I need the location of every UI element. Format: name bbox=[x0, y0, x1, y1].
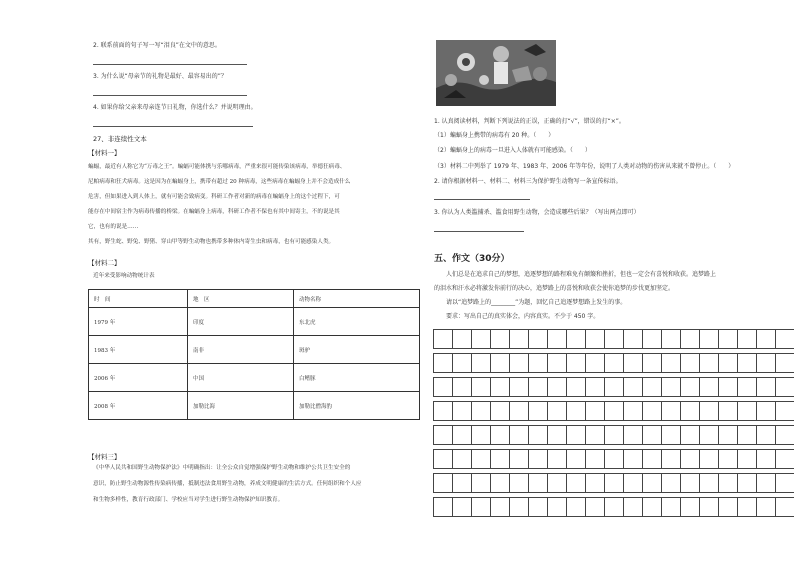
grid-cell[interactable] bbox=[452, 353, 472, 373]
grid-cell[interactable] bbox=[661, 425, 681, 445]
section-5-title: 五、作文（30分） bbox=[434, 254, 510, 264]
text-line: 和生物多样性，教育行政部门、学校应当对学生进行野生动物保护知识教育。 bbox=[93, 497, 284, 503]
grid-cell[interactable] bbox=[585, 353, 605, 373]
grid-cell[interactable] bbox=[604, 497, 624, 517]
header-cell: 地 区 bbox=[188, 290, 294, 308]
question-2: 2. 联系前面的句子写一写“泪良”在文中的意思。 bbox=[93, 42, 221, 49]
grid-cell[interactable] bbox=[756, 449, 776, 469]
grid-cell[interactable] bbox=[756, 497, 776, 517]
grid-cell[interactable] bbox=[566, 449, 586, 469]
grid-cell[interactable] bbox=[680, 377, 700, 397]
grid-cell[interactable] bbox=[699, 377, 719, 397]
grid-cell[interactable] bbox=[490, 497, 510, 517]
grid-cell[interactable] bbox=[471, 473, 491, 493]
text-line: 意识，防止野生动物源性传染病传播，抵制违法食用野生动物，养成文明健康的生活方式。任何组织和个人应 bbox=[93, 481, 362, 487]
grid-cell[interactable] bbox=[471, 353, 491, 373]
grid-cell[interactable] bbox=[452, 377, 472, 397]
grid-cell[interactable] bbox=[623, 449, 643, 469]
grid-cell[interactable] bbox=[699, 401, 719, 421]
grid-cell[interactable] bbox=[490, 473, 510, 493]
grid-cell[interactable] bbox=[737, 473, 757, 493]
prompt-line: 要求：写出自己的真实体会，内容真实。不少于 450 字。 bbox=[434, 313, 600, 320]
grid-cell[interactable] bbox=[623, 401, 643, 421]
essay-writing-grid[interactable] bbox=[429, 329, 794, 522]
grid-cell[interactable] bbox=[509, 329, 529, 349]
grid-cell[interactable] bbox=[775, 425, 794, 445]
table-cell: 斑驴 bbox=[294, 336, 420, 364]
grid-cell[interactable] bbox=[623, 329, 643, 349]
table-cell: 白鳍豚 bbox=[294, 364, 420, 392]
text-line: 危害，但如果进入到人体上，就有可能会致病变。科研工作者对新的病毒在蝙蝠身上的这个过程下，可 bbox=[88, 194, 340, 200]
grid-cell[interactable] bbox=[623, 497, 643, 517]
prompt-line: 人们总是在追求自己的梦想，追逐梦想的路程难免有颠簸和挫折，但也一定会有喜悦和收获。追梦路上 bbox=[434, 271, 717, 278]
grid-cell[interactable] bbox=[661, 329, 681, 349]
grid-cell[interactable] bbox=[756, 353, 776, 373]
grid-cell[interactable] bbox=[528, 377, 548, 397]
grid-cell[interactable] bbox=[509, 353, 529, 373]
grid-cell[interactable] bbox=[585, 473, 605, 493]
grid-cell[interactable] bbox=[471, 425, 491, 445]
grid-cell[interactable] bbox=[699, 473, 719, 493]
table-row bbox=[89, 336, 420, 364]
grid-cell[interactable] bbox=[433, 497, 453, 517]
grid-cell[interactable] bbox=[528, 425, 548, 445]
grid-cell[interactable] bbox=[661, 449, 681, 469]
right-question-2: 2. 请你根据材料一、材料二、材料三为保护野生动物写一条宣传标语。 bbox=[434, 178, 622, 185]
grid-cell[interactable] bbox=[718, 377, 738, 397]
grid-cell[interactable] bbox=[661, 473, 681, 493]
grid-cell[interactable] bbox=[452, 473, 472, 493]
grid-cell[interactable] bbox=[718, 473, 738, 493]
table-caption: 近年来受影响动物统计表 bbox=[93, 273, 155, 279]
grid-cell[interactable] bbox=[528, 401, 548, 421]
grid-cell[interactable] bbox=[680, 497, 700, 517]
grid-cell[interactable] bbox=[737, 497, 757, 517]
table-cell: 加勒比海 bbox=[188, 392, 294, 420]
grid-cell[interactable] bbox=[566, 473, 586, 493]
grid-cell[interactable] bbox=[718, 329, 738, 349]
grid-cell[interactable] bbox=[433, 473, 453, 493]
grid-cell[interactable] bbox=[566, 353, 586, 373]
grid-cell[interactable] bbox=[604, 425, 624, 445]
grid-cell[interactable] bbox=[604, 329, 624, 349]
grid-cell[interactable] bbox=[737, 401, 757, 421]
grid-cell[interactable] bbox=[737, 425, 757, 445]
grid-cell[interactable] bbox=[433, 401, 453, 421]
grid-cell[interactable] bbox=[775, 329, 794, 349]
grid-cell[interactable] bbox=[756, 377, 776, 397]
grid-cell[interactable] bbox=[680, 473, 700, 493]
grid-cell[interactable] bbox=[509, 377, 529, 397]
question-3: 3. 为什么说“母亲节的礼物是最好、最容易出的”？ bbox=[93, 73, 227, 80]
grid-cell[interactable] bbox=[509, 473, 529, 493]
grid-cell[interactable] bbox=[452, 401, 472, 421]
grid-cell[interactable] bbox=[718, 353, 738, 373]
grid-cell[interactable] bbox=[471, 329, 491, 349]
grid-cell[interactable] bbox=[604, 449, 624, 469]
material-1-tag: 【材料一】 bbox=[88, 149, 121, 157]
text-line: 《中华人民共和国野生动物保护法》中明确指出：让全公众自觉增强保护野生动物和维护公共卫生安全的 bbox=[93, 465, 351, 471]
grid-cell[interactable] bbox=[585, 377, 605, 397]
grid-cell[interactable] bbox=[490, 377, 510, 397]
table-cell: 印度 bbox=[188, 308, 294, 336]
grid-cell[interactable] bbox=[433, 329, 453, 349]
grid-cell[interactable] bbox=[528, 329, 548, 349]
grid-cell[interactable] bbox=[756, 473, 776, 493]
grid-cell[interactable] bbox=[604, 353, 624, 373]
table-cell: 2008 年 bbox=[89, 392, 188, 420]
grid-cell[interactable] bbox=[490, 401, 510, 421]
right-question-1-1: （1）蝙蝠身上携带的病毒有 20 种。（ ） bbox=[434, 132, 555, 139]
grid-cell[interactable] bbox=[775, 473, 794, 493]
grid-cell[interactable] bbox=[699, 425, 719, 445]
essay-prompt bbox=[434, 268, 716, 324]
grid-cell[interactable] bbox=[642, 497, 662, 517]
answer-line[interactable] bbox=[93, 126, 253, 127]
grid-cell[interactable] bbox=[547, 425, 567, 445]
grid-cell[interactable] bbox=[528, 353, 548, 373]
grid-cell[interactable] bbox=[566, 401, 586, 421]
grid-cell[interactable] bbox=[509, 449, 529, 469]
grid-cell[interactable] bbox=[718, 425, 738, 445]
grid-cell[interactable] bbox=[661, 401, 681, 421]
text-line: 尼帕病毒和狂犬病毒。这是因为在蝙蝠身上，携带有超过 20 种病毒，这些病毒在蝙蝠身上并不会造成什么 bbox=[88, 179, 351, 185]
material-1-text bbox=[88, 160, 350, 250]
grid-cell[interactable] bbox=[737, 449, 757, 469]
grid-cell[interactable] bbox=[699, 353, 719, 373]
header-cell: 动物名称 bbox=[294, 290, 420, 308]
right-question-1-3: （3）材料二中列举了 1979 年、1983 年、2006 年等年份，说明了人类对动物的伤害从来就不曾停止。（ ） bbox=[434, 163, 735, 170]
grid-cell[interactable] bbox=[604, 377, 624, 397]
material-3-tag: 【材料三】 bbox=[88, 453, 121, 461]
material-2-tag: 【材料二】 bbox=[88, 259, 121, 267]
text-line: 蝙蝠，最近有人称它为“万毒之王”。蝙蝠可能体携与乐哪病毒，严重来很可能传染该病毒，举德狂病毒、 bbox=[88, 164, 346, 170]
prompt-line: 的泪水和汗水必将激发你前行的决心，追梦路上的喜悦和收获会使你追梦的步伐更加坚定。 bbox=[434, 285, 675, 292]
question-4: 4. 如果你给父亲来母亲连节日礼物，你选什么？并说明理由。 bbox=[93, 104, 257, 111]
grid-cell[interactable] bbox=[528, 449, 548, 469]
grid-cell[interactable] bbox=[642, 329, 662, 349]
table-header-row bbox=[89, 290, 420, 308]
grid-cell[interactable] bbox=[661, 353, 681, 373]
right-question-1-2: （2）蝙蝠身上的病毒一旦进入人体就有可能感染。（ ） bbox=[434, 147, 591, 154]
grid-cell[interactable] bbox=[509, 425, 529, 445]
grid-cell[interactable] bbox=[775, 377, 794, 397]
grid-cell[interactable] bbox=[680, 401, 700, 421]
grid-cell[interactable] bbox=[471, 497, 491, 517]
grid-cell[interactable] bbox=[547, 449, 567, 469]
answer-line[interactable] bbox=[434, 199, 530, 200]
grid-cell[interactable] bbox=[547, 329, 567, 349]
grid-cell[interactable] bbox=[775, 353, 794, 373]
text-line: 能存在中间宿主作为病毒传播的桥梁。在蝙蝠身上病毒，科研工作者不保也有其中间寄主，不的说是其 bbox=[88, 209, 340, 215]
grid-cell[interactable] bbox=[471, 449, 491, 469]
grid-cell[interactable] bbox=[623, 353, 643, 373]
grid-cell[interactable] bbox=[547, 353, 567, 373]
grid-cell[interactable] bbox=[623, 377, 643, 397]
grid-cell[interactable] bbox=[718, 449, 738, 469]
grid-cell[interactable] bbox=[566, 329, 586, 349]
grid-cell[interactable] bbox=[509, 497, 529, 517]
table-row bbox=[89, 308, 420, 336]
grid-cell[interactable] bbox=[490, 425, 510, 445]
table-cell: 东北虎 bbox=[294, 308, 420, 336]
grid-cell[interactable] bbox=[566, 497, 586, 517]
prompt-line: 请以“追梦路上的________”为题，回忆自己追逐梦想路上发生的事。 bbox=[434, 299, 627, 306]
grid-cell[interactable] bbox=[737, 329, 757, 349]
grid-cell[interactable] bbox=[547, 401, 567, 421]
material-3-text bbox=[93, 460, 362, 508]
grid-cell[interactable] bbox=[642, 401, 662, 421]
answer-line[interactable] bbox=[93, 64, 247, 65]
header-cell: 时 间 bbox=[89, 290, 188, 308]
question-27: 27、非连续性文本 bbox=[93, 135, 147, 143]
grid-cell[interactable] bbox=[661, 377, 681, 397]
grid-cell[interactable] bbox=[433, 353, 453, 373]
grid-cell[interactable] bbox=[661, 497, 681, 517]
animal-table bbox=[88, 289, 420, 420]
table-cell: 南非 bbox=[188, 336, 294, 364]
illustration-graphic bbox=[436, 40, 556, 106]
grid-cell[interactable] bbox=[756, 425, 776, 445]
grid-cell[interactable] bbox=[718, 497, 738, 517]
grid-cell[interactable] bbox=[699, 329, 719, 349]
grid-cell[interactable] bbox=[433, 449, 453, 469]
table-cell: 1983 年 bbox=[89, 336, 188, 364]
table-cell: 加勒比僧海豹 bbox=[294, 392, 420, 420]
right-question-3: 3. 你认为人类滥捕杀、滥食用野生动物，会造成哪些后果？（写出两点即可） bbox=[434, 209, 640, 216]
grid-cell[interactable] bbox=[433, 425, 453, 445]
answer-line[interactable] bbox=[93, 95, 247, 96]
grid-cell[interactable] bbox=[547, 497, 567, 517]
grid-cell[interactable] bbox=[471, 401, 491, 421]
grid-cell[interactable] bbox=[623, 425, 643, 445]
table-row bbox=[89, 364, 420, 392]
grid-cell[interactable] bbox=[642, 449, 662, 469]
grid-cell[interactable] bbox=[718, 401, 738, 421]
grid-cell[interactable] bbox=[471, 377, 491, 397]
grid-cell[interactable] bbox=[528, 473, 548, 493]
illustration-image bbox=[436, 40, 556, 106]
grid-cell[interactable] bbox=[547, 473, 567, 493]
grid-cell[interactable] bbox=[642, 377, 662, 397]
grid-cell[interactable] bbox=[585, 497, 605, 517]
grid-cell[interactable] bbox=[490, 449, 510, 469]
grid-cell[interactable] bbox=[604, 473, 624, 493]
grid-cell[interactable] bbox=[699, 497, 719, 517]
grid-cell[interactable] bbox=[433, 377, 453, 397]
grid-cell[interactable] bbox=[566, 377, 586, 397]
grid-cell[interactable] bbox=[490, 353, 510, 373]
grid-cell[interactable] bbox=[737, 353, 757, 373]
table-cell: 中国 bbox=[188, 364, 294, 392]
text-line: 其有，野生蛇、野兔、野猪、穿山甲等野生动物也携带多种体内寄生虫和病毒，也有可能感染人类。 bbox=[88, 239, 335, 245]
grid-cell[interactable] bbox=[604, 401, 624, 421]
grid-cell[interactable] bbox=[642, 425, 662, 445]
grid-cell[interactable] bbox=[452, 449, 472, 469]
grid-cell[interactable] bbox=[623, 473, 643, 493]
grid-cell[interactable] bbox=[547, 377, 567, 397]
grid-cell[interactable] bbox=[509, 401, 529, 421]
grid-cell[interactable] bbox=[699, 449, 719, 469]
grid-cell[interactable] bbox=[680, 353, 700, 373]
grid-cell[interactable] bbox=[756, 401, 776, 421]
right-question-1: 1. 认真阅读材料，判断下列说法的正误，正确的打“√”，错误的打“×”。 bbox=[434, 118, 625, 125]
grid-cell[interactable] bbox=[680, 329, 700, 349]
table-cell: 1979 年 bbox=[89, 308, 188, 336]
grid-cell[interactable] bbox=[642, 473, 662, 493]
text-line: 它，也有的说是…… bbox=[88, 224, 139, 230]
grid-cell[interactable] bbox=[566, 425, 586, 445]
grid-cell[interactable] bbox=[775, 401, 794, 421]
grid-cell[interactable] bbox=[528, 497, 548, 517]
grid-cell[interactable] bbox=[585, 401, 605, 421]
grid-cell[interactable] bbox=[680, 425, 700, 445]
grid-cell[interactable] bbox=[452, 425, 472, 445]
grid-cell[interactable] bbox=[642, 353, 662, 373]
grid-cell[interactable] bbox=[680, 449, 700, 469]
grid-cell[interactable] bbox=[585, 329, 605, 349]
grid-cell[interactable] bbox=[452, 329, 472, 349]
grid-cell[interactable] bbox=[775, 449, 794, 469]
grid-cell[interactable] bbox=[775, 497, 794, 517]
table-cell: 2006 年 bbox=[89, 364, 188, 392]
grid-cell[interactable] bbox=[756, 329, 776, 349]
grid-cell[interactable] bbox=[737, 377, 757, 397]
grid-cell[interactable] bbox=[490, 329, 510, 349]
table-row bbox=[89, 392, 420, 420]
grid-cell[interactable] bbox=[452, 497, 472, 517]
answer-line[interactable] bbox=[434, 231, 524, 232]
grid-cell[interactable] bbox=[585, 425, 605, 445]
grid-cell[interactable] bbox=[585, 449, 605, 469]
